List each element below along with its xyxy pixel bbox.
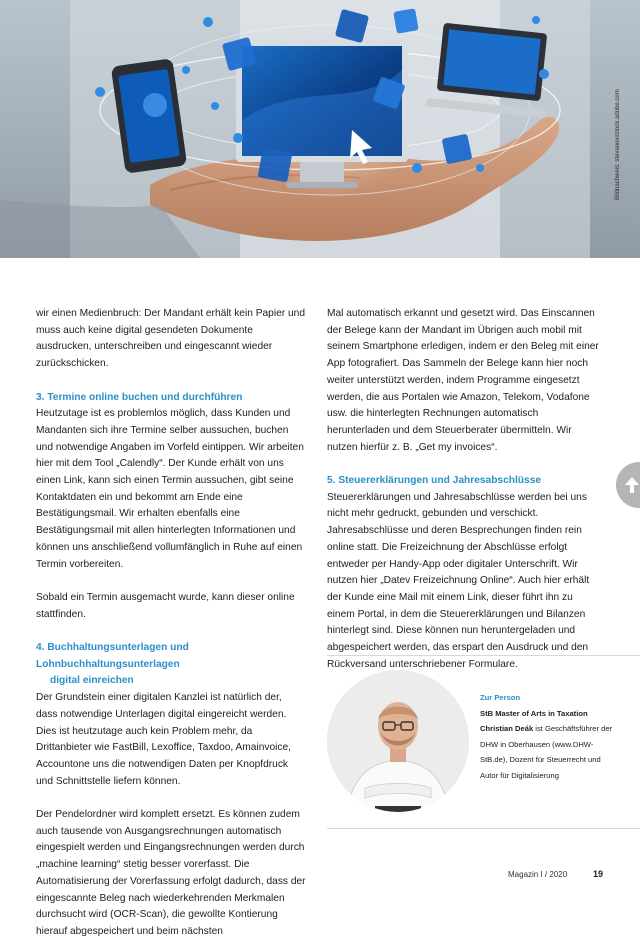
section-3-paragraph-1: Heutzutage ist es problemlos möglich, dass Kunden und Mandanten sich ihre Termine selber aussuchen, buchen und notwendige Angaben im Vorfeld eintippen. Wir arbeiten hier mit dem Tool „Calendly“. Der Kunde erhält von uns einen Link, kann sich einen Termin aussuchen, gibt seine Kontaktdaten ein und bekommt am Ende eine Bestätigungsmail. Wir erhalten ebenfalls eine Bestätigungsmail mit allen hinterlegten Informationen und können uns anschließend vollumfänglich in Ruhe auf einen Termin vorbereiten. (36, 408, 304, 570)
section-4-heading-line-2: digital einreichen (50, 675, 134, 687)
section-5-paragraph: Steuererklärungen und Jahresabschlüsse werden bei uns nicht mehr gedruckt, gebunden und verschickt. Jahresabschlüsse und deren Besprechungen finden rein online statt. Die Freizeichnung der Abschlüsse erfolgt entweder per Handy-App oder digitaler Unterschrift. Wir nutzen hier „Datev Freizeichnung Online“. Auch hier erhält der Kunde eine Mail mit einem Link, dieser führt ihn zu einem Portal, in dem die Steuererklärungen und Bilanzen hinterlegt sind. Diese können nun heruntergeladen und abgespeichert werden, das erspart den Ausdruck und den Rückversand unterschriebener Formulare. (327, 491, 590, 670)
left-column (36, 306, 306, 941)
hero-illustration (0, 0, 640, 258)
intro-paragraph: wir einen Medienbruch: Der Mandant erhält kein Papier und muss auch keine digital gesendeten Dokumente ausdrucken, unterschreiben und eingescannt wieder zurückschicken. (36, 308, 305, 370)
bio-text (480, 721, 620, 783)
hero-image (0, 0, 640, 258)
bio-heading: Zur Person (480, 693, 521, 702)
section-4-paragraph-1: Der Grundstein einer digitalen Kanzlei ist natürlich der, dass notwendige Unterlagen digital eingereicht werden. Dies ist heutzutage auch kein Problem mehr, da Drittanbieter wie FastBill, Lexoffice, Taxdoo, Amainvoice, Accountone uns die notwendigen Daten per Knopfdruck und Schnittstelle liefern können. (36, 692, 291, 787)
continued-paragraph: Mal automatisch erkannt und gesetzt wird. Das Einscannen der Belege kann der Mandant im Übrigen auch mobil mit seinem Smartphone erledigen, indem er den Beleg mit einer App fotografiert. Das Sammeln der Belege kann hier noch weiter unterstützt werden, indem Programme eingesetzt werden, die aus Portalen wie Amazon, Telekom, Vodafone usw. die hinterlegten Rechnungen automatisch herunterladen und dem Steuerberater übermitteln. Wir nutzen hierfür z. B. „Get my invoices“. (327, 308, 599, 453)
bio-name: Christian Deák (480, 724, 534, 734)
section-3-heading: 3. Termine online buchen und durchführen (36, 391, 243, 403)
scroll-up-tab[interactable] (616, 462, 640, 508)
section-5-heading: 5. Steuererklärungen und Jahresabschlüsse (327, 475, 542, 487)
right-column (327, 306, 600, 673)
section-3-paragraph-2: Sobald ein Termin ausgemacht wurde, kann dieser online stattfinden. (36, 591, 295, 620)
bio-description: ist Geschäftsführer der DHW in Oberhausen (www.DHW-StB.de), Dozent für Steuerrecht und Autor für Digitalisierung (480, 724, 613, 780)
footer-magazine: Magazin I / 2020 (508, 870, 568, 879)
page-number: 19 (593, 869, 604, 879)
bio-divider-top (327, 655, 640, 656)
bio-divider-bottom (327, 828, 640, 829)
author-bio (480, 690, 620, 784)
author-portrait (327, 670, 469, 812)
photo-credit: Bildnachweis: stevanovi/stock.adobe.com (615, 89, 621, 200)
bio-title: StB Master of Arts in Taxation (480, 708, 588, 718)
section-4-paragraph-2: Der Pendelordner wird komplett ersetzt. Es können zudem auch tausende von Ausgangsrechnungen automatisch eingespielt werden und Eingangsrechnungen werden durch „machine learning“ stetig besser vorerfasst. Die Automatisierung der Vorerfassung erfolgt dadurch, dass der eingescannte Beleg nach wiederkehrenden Merkmalen durchsucht wird (OCR-Scan), die gewollte Kontierung hierauf abgespeichert und beim nächsten (36, 809, 306, 937)
section-4-heading (36, 640, 306, 690)
section-4-heading-line-1: 4. Buchhaltungsunterlagen und Lohnbuchhaltungsunterlagen (36, 642, 189, 670)
arrow-up-icon (622, 475, 640, 495)
